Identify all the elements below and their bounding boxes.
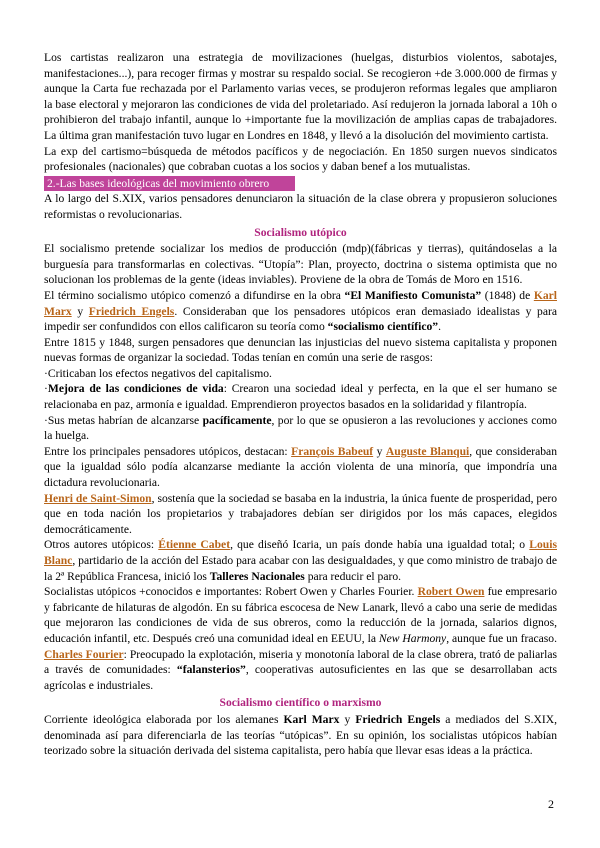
term-new-harmony: New Harmony [378,631,447,645]
paragraph-marxismo [44,712,557,759]
text: : Crearon una sociedad ideal y perfecta, en la que el ser humano se relacionaba en paz, armonía e igualdad. Emprendieron proyectos basados en la solidaridad y filantropía. [44,382,557,412]
text: , sostenía que la sociedad se basaba en la industria, la única fuente de prosperidad, pero que en toda nación los propietarios y trabajadores debían ser dirigidos por los más capaces, elegidos democráticamente. [44,491,558,536]
paragraph-principales-pensadores [44,444,557,491]
bullet-criticaban: ·Criticaban los efectos negativos del capitalismo. [44,366,272,380]
text: , partidario de la acción del Estado para acabar con las desigualdades, y que como ministro de trabajo de la 2ª República Francesa, inició los [44,554,557,583]
text: El término socialismo utópico comenzó a difundirse en la obra [44,288,345,302]
text: , que consideraban que la igualdad sólo podía alcanzarse mediante la acción violenta de una minoría, que impondría una dictadura revolucionaria. [44,444,557,490]
text: . Consideraban que los pensadores utópicos eran demasiado idealistas y para impedir ser confundidos con ellos calificaron su teoría como [44,304,557,334]
term-talleres-nacionales: Talleres Nacionales [209,569,305,583]
link-karl-marx[interactable]: Karl Marx [44,288,557,318]
paragraph-owen-fourier [44,584,557,693]
text: ·Sus metas habrían de alcanzarse [44,413,203,427]
paragraph-rasgos-intro: Entre 1815 y 1848, surgen pensadores que denuncian las injusticias del nuevo sistema capitalista y proponen nuevas formas de organizar la sociedad. Todas tenían en común una serie de rasgos: [44,335,557,365]
text: Otros autores utópicos: [44,538,159,552]
bullet-pacificamente [44,413,557,444]
work-title-manifiesto: “El Manifiesto Comunista” [344,288,482,302]
link-henri-de-saint-simon[interactable]: Henri de Saint-Simon [44,491,152,505]
text: y [373,444,386,458]
document-page [44,50,557,759]
text: . [438,320,441,334]
link-friedrich-engels[interactable]: Friedrich Engels [88,304,175,318]
paragraph-saint-simon [44,491,557,538]
page-number: 2 [548,797,554,811]
text: , cooperativas autosuficientes en las que se desarrollaban acts agrícolas e industriales. [44,663,558,692]
link-etienne-cabet[interactable]: Étienne Cabet [158,538,231,552]
text: , aunque fue un fracaso. [446,631,557,645]
section-title-bar: 2.-Las bases ideológicas del movimiento obrero [44,176,295,192]
link-louis-blanc[interactable]: Louis Blanc [44,538,557,567]
text: , por lo que se opusieron a las revoluciones y acciones como la huelga. [44,413,557,443]
bullet-dot: · [44,382,48,396]
text: (1848) de [481,288,534,302]
text: y [339,712,356,726]
text: para reducir el paro. [304,569,402,583]
link-auguste-blanqui[interactable]: Auguste Blanqui [385,444,470,458]
paragraph-otros-autores [44,537,557,584]
term-friedrich-engels: Friedrich Engels [355,712,441,726]
paragraph-manifiesto [44,288,557,335]
term-karl-marx: Karl Marx [283,712,340,726]
text: Corriente ideológica elaborada por los alemanes [44,712,284,726]
text: y [71,304,89,318]
paragraph-cartistas: Los cartistas realizaron una estrategia de movilizaciones (huelgas, disturbios violentos, sabotajes, manifestaciones...), para recoger firmas y mostrar su respaldo social. Se recogieron +de 3.000.000 de firmas y aunque la Carta fue rechazada por el Parlamento varias veces, se produjeron reformas legales que ampliaron la base electoral y mejoraron las condiciones de vida del proletariado. Así redujeron la jornada laboral a 10h o prohibieron del trabajo infantil, aunque lo +importante fue la movilización de amplias capas de trabajadores. La última gran manifestación tuvo lugar en Londres en 1848, y llevó a la disolución del movimiento cartista. [44,51,557,142]
text: : Preocupado la explotación, miseria y monotonía laboral de la clase obrera, trató de paliarlas a través de comunidades: [44,647,557,677]
link-robert-owen[interactable]: Robert Owen [417,585,485,599]
bullet-mejora-condiciones [44,381,557,412]
link-francois-babeuf[interactable]: François Babeuf [291,444,374,458]
link-charles-fourier[interactable]: Charles Fourier [44,647,124,661]
term-falansterios: “falansterios” [176,663,246,677]
heading-socialismo-cientifico: Socialismo científico o marxismo [219,696,382,710]
paragraph-cartismo-experiencia: La exp del cartismo=búsqueda de métodos pacíficos y de negociación. En 1850 surgen nuevos sindicatos profesionales (nacionales) que cobraban cuotas a los socios y daban benef a los mutualistas. [44,144,557,174]
text: , que diseñó Icaria, un país donde había una igualdad total; o [230,538,530,552]
paragraph-socialismo-definicion: El socialismo pretende socializar los medios de producción (mdp)(fábricas y tierras), quitándoselas a la burguesía para transformarlas en colectivas. “Utopía”: Plan, proyecto, doctrina o sistema optimista que no solucionan los problemas de la gente (ideas inviables). Proviene de la obra de Tomás de Moro en 1516. [44,242,557,287]
heading-socialismo-utopico: Socialismo utópico [254,225,347,239]
term-pacificamente: pacíficamente [202,413,272,427]
text: Entre los principales pensadores utópicos, destacan: [44,444,292,458]
text: Socialistas utópicos +conocidos e importantes: Robert Owen y Charles Fourier. [44,585,418,599]
text: a mediados del S.XIX, denominada así para diferenciarla de las teorías “utópicas”. En su opinión, los socialistas utópicos habían teorizado sobre la situación derivada del sistema capitalista, pero había que llevar esas ideas a la práctica. [44,712,558,758]
term-mejora-condiciones: Mejora de las condiciones de vida [47,382,224,396]
term-socialismo-cientifico: “socialismo científico” [327,320,439,334]
text: fue empresario y fabricante de hilaturas de algodón. En su fábrica escocesa de New Lanark, llevó a cabo una serie de medidas que mejoraron las condiciones de vida de sus obreros, como la reducción de la jornada, salarios dignos, educación infantil, etc. Después creó una comunidad ideal en EEUU, la [44,585,557,645]
paragraph-pensadores: A lo largo del S.XIX, varios pensadores denunciaron la situación de la clase obrera y propusieron soluciones reformistas o revolucionarias. [44,192,557,221]
